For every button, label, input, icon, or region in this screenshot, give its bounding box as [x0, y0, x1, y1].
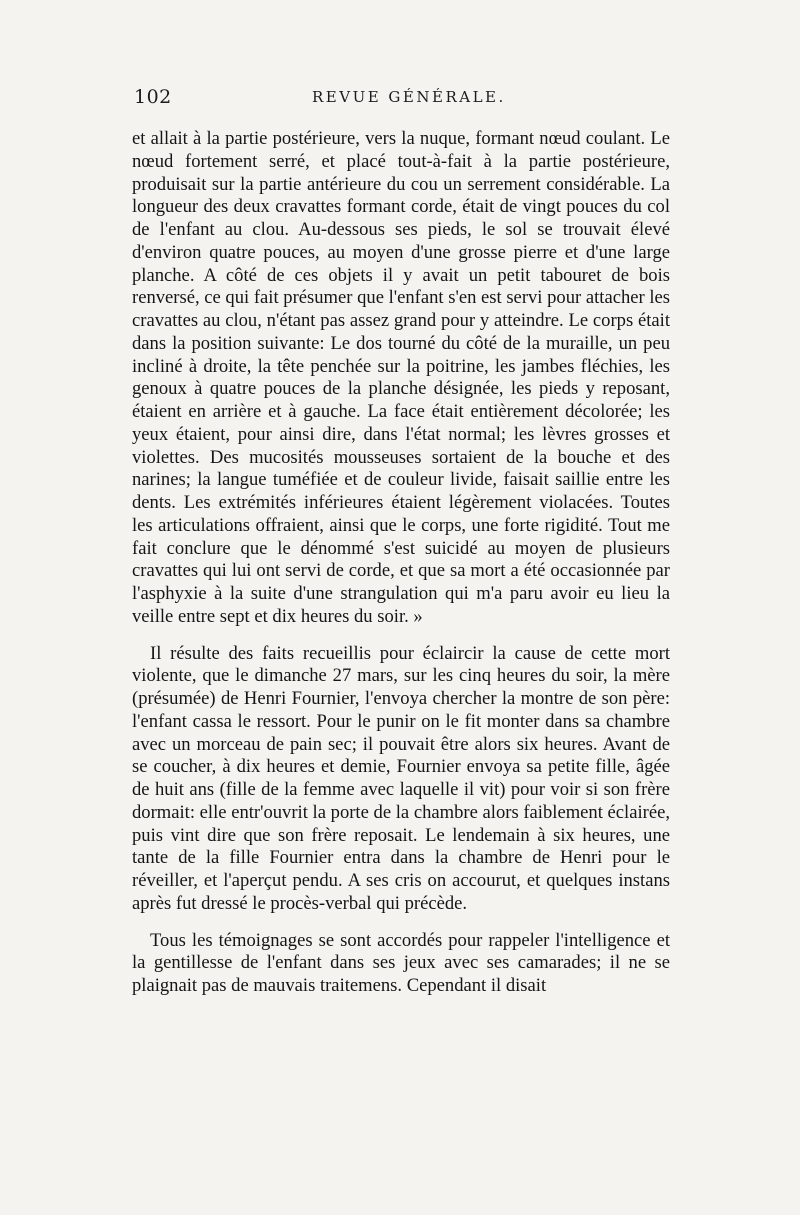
- paragraph-circumstances: Il résulte des faits recueillis pour éclaircir la cause de cette mort violente, que le dimanche 27 mars, sur les cinq heures du soir, la mère (présumée) de Henri Fournier, l'envoya chercher la montre de son père: l'enfant cassa le ressort. Pour le punir on le fit monter dans sa chambre avec un morceau de pain sec; il pouvait être alors six heures. Avant de se coucher, à dix heures et demie, Fournier envoya sa petite fille, âgée de huit ans (fille de la femme avec laquelle il vit) pour voir si son frère dormait: elle entr'ouvrit la porte de la chambre alors faiblement éclairée, puis vint dire que son frère reposait. Le lendemain à six heures, une tante de la fille Fournier entra dans la chambre de Henri pour le réveiller, et l'aperçut pendu. A ses cris on accourut, et quelques instans après fut dressé le procès-verbal qui précède.: [132, 642, 670, 914]
- body-text: [132, 128, 670, 998]
- page-header: [134, 86, 670, 116]
- page-number: 102: [134, 86, 172, 108]
- running-title: REVUE GÉNÉRALE.: [312, 88, 506, 106]
- paragraph-report-continuation: et allait à la partie postérieure, vers la nuque, formant nœud coulant. Le nœud fortement serré, et placé tout-à-fait à la partie postérieure, produisait sur la partie antérieure du cou un serrement considérable. La longueur des deux cravattes formant corde, était de vingt pouces du col de l'enfant au clou. Au-dessous ses pieds, le sol se trouvait élevé d'environ quatre pouces, au moyen d'une grosse pierre et d'une large planche. A côté de ces objets il y avait un petit tabouret de bois renversé, ce qui fait présumer que l'enfant s'en est servi pour attacher les cravattes au clou, n'étant pas assez grand pour y atteindre. Le corps était dans la position suivante: Le dos tourné du côté de la muraille, un peu incliné à droite, la tête penchée sur la poitrine, les jambes fléchies, les genoux à quatre pouces de la planche désignée, les pieds y reposant, étaient en arrière et à gauche. La face était entièrement décolorée; les yeux étaient, pour ainsi dire, dans l'état normal; les lèvres grosses et violettes. Des mucosités mousseuses sortaient de la bouche et des narines; la langue tuméfiée et de couleur livide, faisait saillie entre les dents. Les extrémités inférieures étaient légèrement violacées. Toutes les articulations offraient, ainsi que le corps, une forte rigidité. Tout me fait conclure que le dénommé s'est suicidé au moyen de plusieurs cravattes qui lui ont servi de corde, et que sa mort a été occasionnée par l'asphyxie à la suite d'une strangulation qui m'a paru avoir eu lieu la veille entre sept et dix heures du soir. »: [132, 128, 670, 627]
- paragraph-testimonies: Tous les témoignages se sont accordés pour rappeler l'intelligence et la gentillesse de l'enfant dans ses jeux avec ses camarades; il ne se plaignait pas de mauvais traitemens. Cependant il disait: [132, 929, 670, 996]
